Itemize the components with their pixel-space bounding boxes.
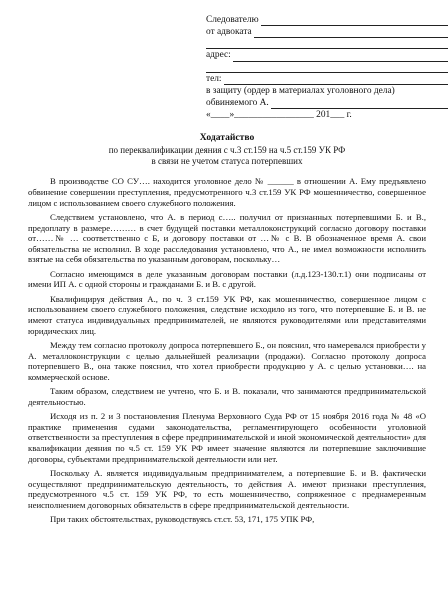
address-blank	[233, 52, 448, 62]
blank-line	[206, 38, 448, 49]
phone-line	[206, 73, 448, 85]
date-line: «____»_________________ 201___ г.	[206, 110, 352, 121]
paragraph: Квалифицируя действия А., по ч. 3 ст.159 УК РФ, как мошенничество, совершенное лицом с использованием своего служебного положения, следствие исходило из того, что потерпевшие Б. и В. не имеют статуса индивидуальных предпринимателей, не являются руководителями или представителями юридических лиц.	[28, 293, 426, 336]
paragraph: При таких обстоятельствах, руководствуясь ст.ст. 53, 171, 175 УПК РФ,	[50, 514, 315, 525]
lawyer-label: от адвоката	[206, 27, 252, 38]
document-subtitle	[28, 145, 426, 167]
address-line	[206, 49, 448, 61]
lawyer-line	[206, 26, 448, 38]
document-body	[28, 176, 426, 524]
accused-line	[206, 97, 448, 109]
paragraph: Согласно имеющимся в деле указанным договорам поставки (л.д.123-130.т.1) они подписаны от имени ИП А. с одной стороны и гражданами Б. и В. с другой.	[28, 268, 426, 290]
investigator-line	[206, 14, 448, 26]
investigator-label: Следователю	[206, 15, 259, 25]
paragraph: Таким образом, следствием не учтено, что Б. и В. показали, что занимаются предпринимательской деятельностью.	[28, 386, 426, 407]
phone-blank	[224, 75, 448, 85]
defense-text: в защиту (ордер в материалах уголовного дела)	[206, 85, 395, 96]
paragraph: Поскольку А. является индивидуальным предпринимателем, а потерпевшие Б. и В. фактически осуществляют предпринимательскую деятельность, то действия А. имеют признаки преступления, предусмотренного ч.5 ст. 159 УК РФ, то есть мошенничество, сопряженное с преднамеренным неисполнением договорных обязательств в сфере предпринимательской деятельности.	[28, 468, 426, 510]
paragraph: Исходя из п. 2 и 3 постановления Пленума Верховного Суда РФ от 15 ноября 2016 года № 48 «О практике применения судами законодательства, регламентирующего особенности уголовной ответственности за преступления в сфере предпринимательской и иной экономической деятельности» для квалификации деяния по ч.5 ст. 159 УК РФ имеет значение являются ли потерпевшие заключившие договоры, субъектами предпринимательской деятельности или нет.	[28, 411, 426, 464]
investigator-blank	[261, 16, 448, 26]
phone-label: тел:	[206, 73, 222, 84]
blank-line	[206, 62, 448, 73]
address-label: адрес:	[206, 50, 231, 61]
accused-blank	[271, 99, 448, 109]
addressee-block	[206, 14, 448, 121]
subtitle-line: по переквалификации деяния с ч.3 ст.159 на ч.5 ст.159 УК РФ	[108, 145, 346, 156]
lawyer-blank	[254, 28, 448, 38]
accused-label: обвиняемого А.	[206, 98, 269, 109]
subtitle-line: в связи не учетом статуса потерпевших	[151, 156, 303, 167]
paragraph: Между тем согласно протоколу допроса потерпевшего Б., он пояснил, что намеревался приобрести у А. металлоконструкции с целью дальнейшей реализации (продажи). Согласно протоколу допроса потерпевшего В., она также пояснил, что хотел приобрести продукцию у А. с целью установки…. на коммерческой основе.	[28, 340, 426, 382]
document-title: Ходатайство	[199, 132, 255, 144]
paragraph: В производстве СО СУ…. находится уголовное дело № ______ в отношении А. Ему предъявлено обвинение совершении преступления, предусмотренного ч.3 ст.159 УК РФ мошенничество, совершенное лицом с использованием своего служебного положения.	[28, 176, 426, 208]
paragraph: Следствием установлено, что А. в период с….. получил от признанных потерпевшими Б. и В., предоплату в размере……… в счет будущей поставки металлоконструкций согласно договору поставки от……№ … соответственно с Б, и договору поставки от …№ с В. В обозначенное время А. свои обязательства не исполнил. В ходе расследования установлено, что А., не имел возможности исполнить взятые на себя обязательства по указанным договорам, поскольку…	[28, 212, 426, 265]
